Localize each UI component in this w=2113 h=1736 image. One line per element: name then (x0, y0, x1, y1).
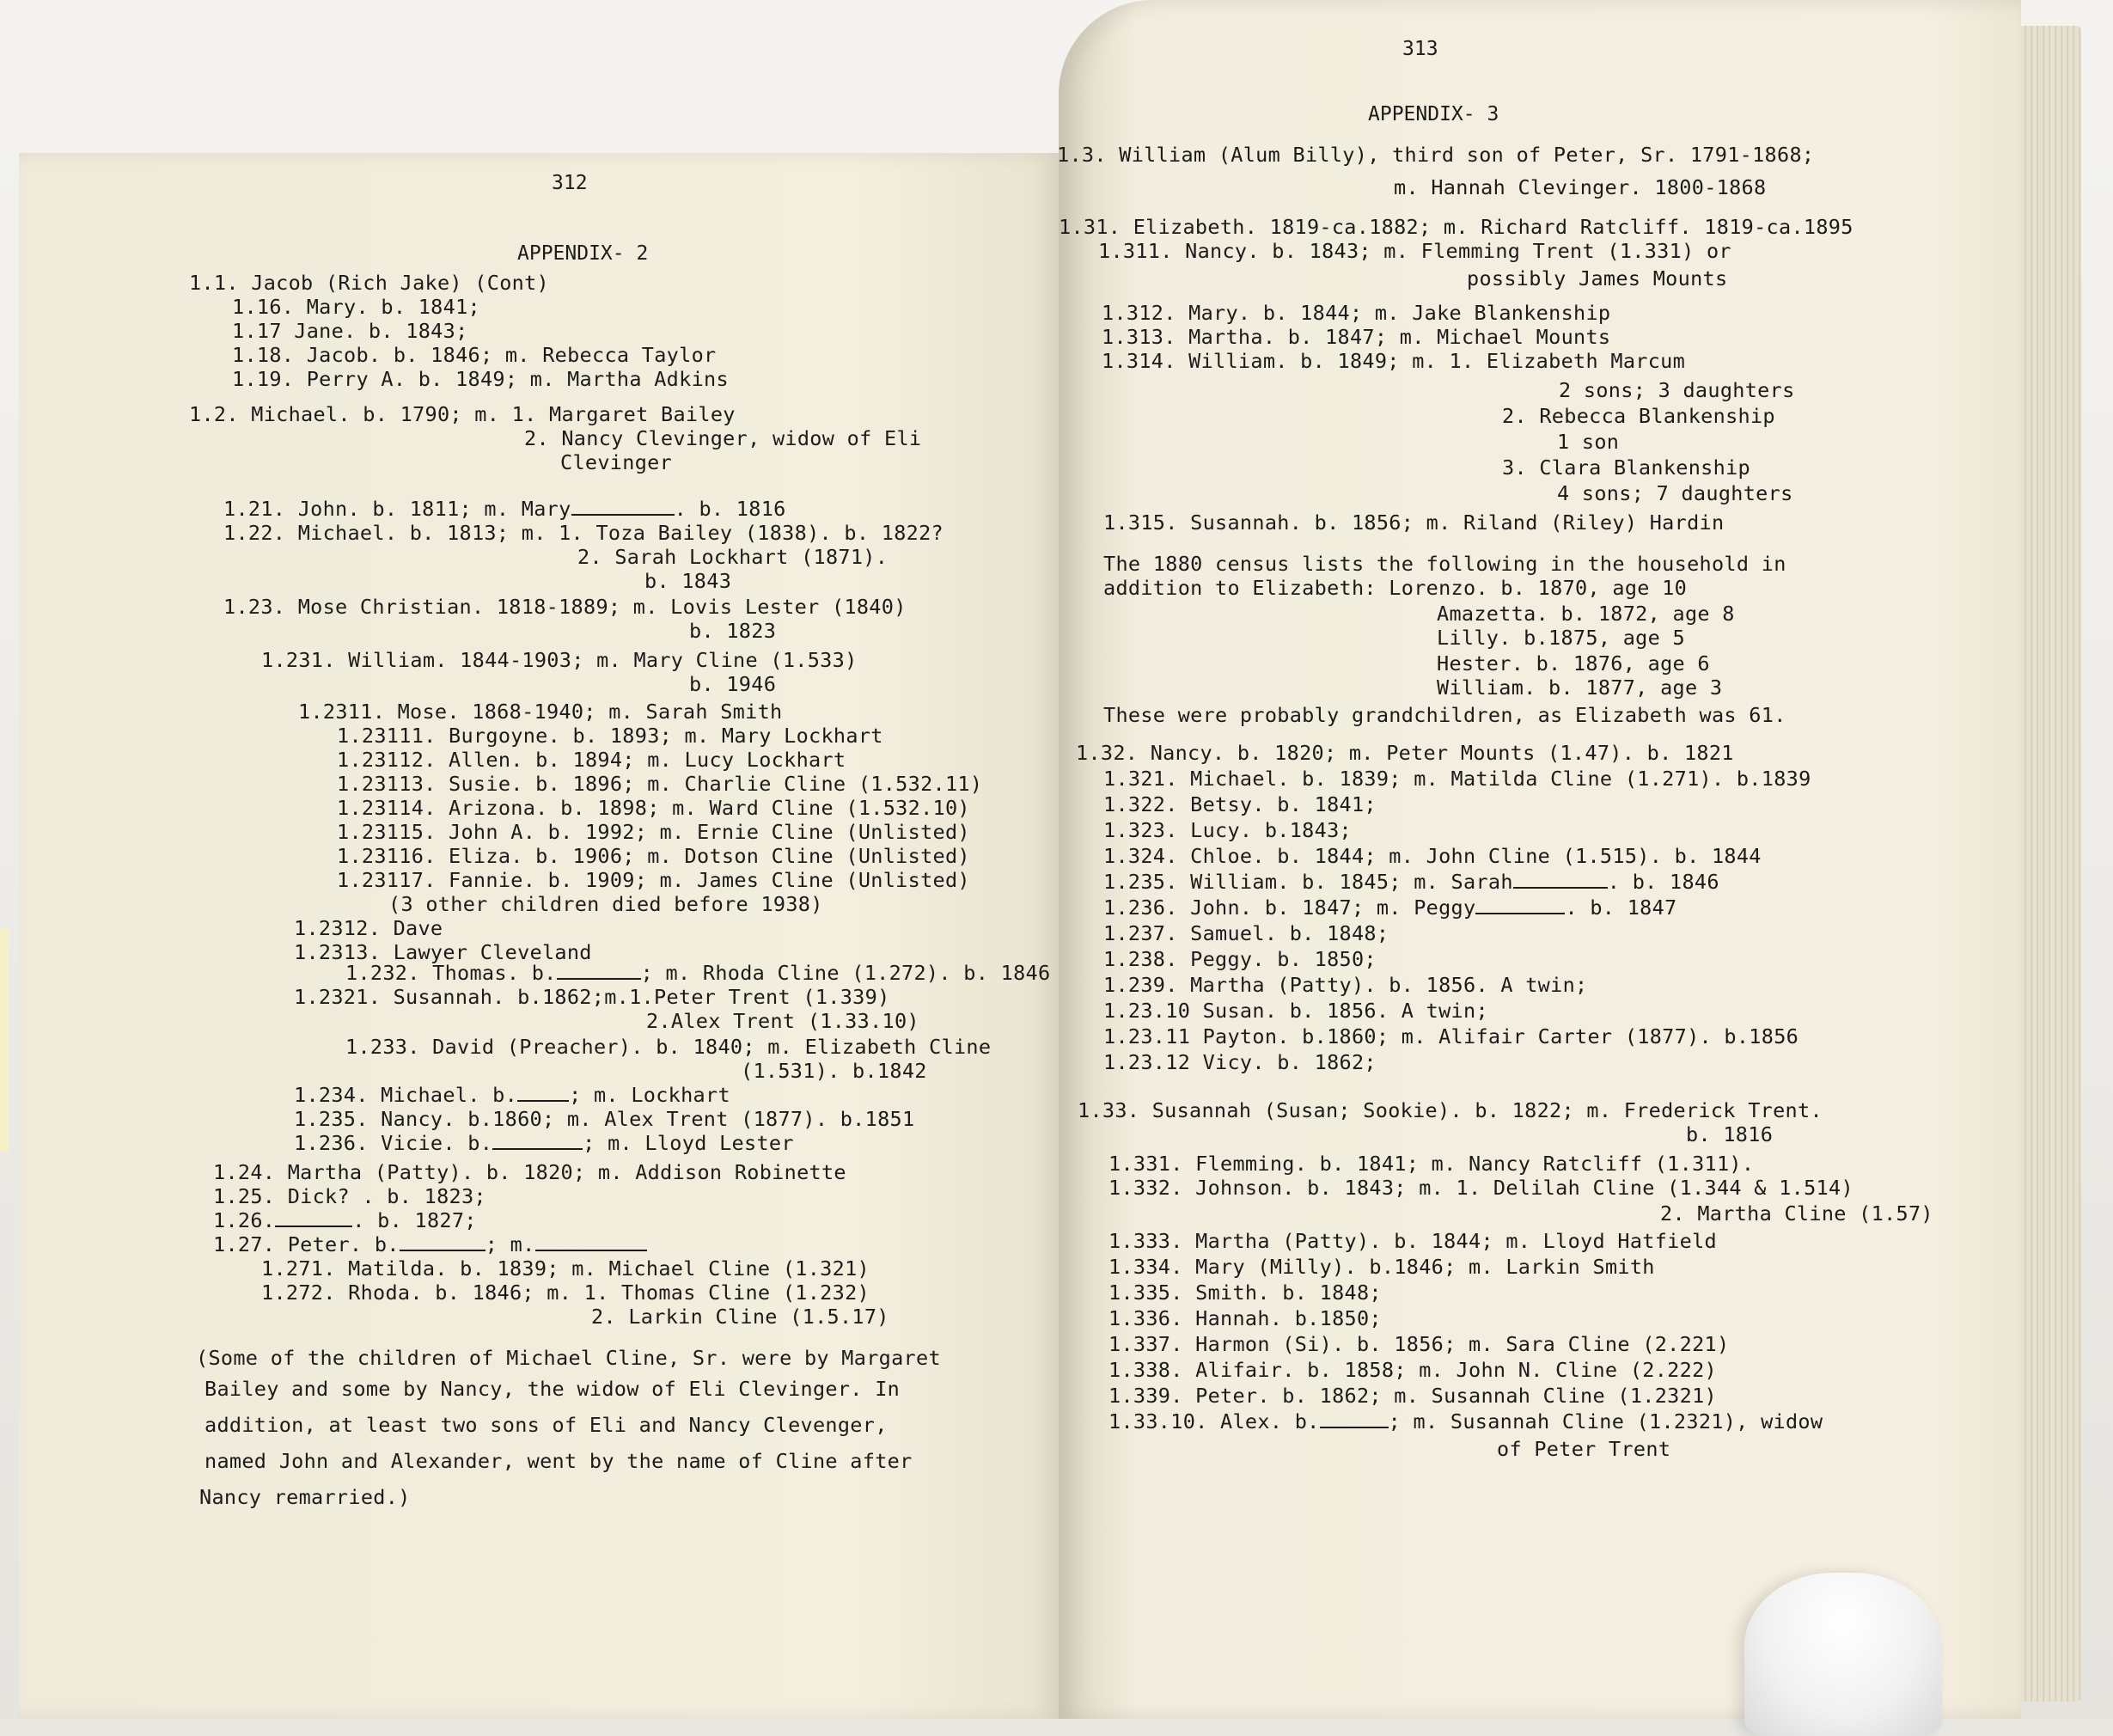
entry-line (213, 1232, 647, 1256)
right-page (1059, 0, 2021, 1719)
entry-line: 1.2. Michael. b. 1790; m. 1. Margaret Bailey (189, 402, 736, 426)
entry-line: 1.233. David (Preacher). b. 1840; m. Elizabeth Cline (345, 1035, 992, 1059)
adjacent-paper-edge (0, 928, 9, 1152)
entry-line: 1.271. Matilda. b. 1839; m. Michael Cline (1.321) (261, 1256, 870, 1281)
entry-line: 1.31. Elizabeth. 1819-ca.1882; m. Richard Ratcliff. 1819-ca.1895 (1059, 215, 1853, 239)
entry-line: 1.323. Lucy. b.1843; (1103, 818, 1352, 842)
note-line: Nancy remarried.) (199, 1485, 411, 1509)
entry-text: 1.33.10. Alex. b. (1108, 1409, 1320, 1433)
entry-line: 1.313. Martha. b. 1847; m. Michael Mounts (1102, 325, 1611, 349)
entry-text: ; m. Rhoda Cline (1.272). b. 1846 (640, 961, 1051, 985)
entry-line: 1.336. Hannah. b.1850; (1108, 1306, 1382, 1330)
entry-line: b. 1823 (689, 619, 777, 643)
entry-line: 3. Clara Blankenship (1502, 455, 1750, 480)
entry-text: . b. 1847 (1565, 896, 1677, 920)
note-line: (Some of the children of Michael Cline, Sr. were by Margaret (196, 1346, 941, 1370)
entry-line: 4 sons; 7 daughters (1557, 481, 1793, 505)
entry-line: 1.333. Martha (Patty). b. 1844; m. Lloyd Hatfield (1108, 1229, 1717, 1253)
entry-line: 1.23.11 Payton. b.1860; m. Alifair Carter (1877). b.1856 (1103, 1024, 1799, 1048)
entry-line: William. b. 1877, age 3 (1437, 675, 1723, 700)
entry-line: Amazetta. b. 1872, age 8 (1437, 602, 1735, 626)
entry-text: ; m. (485, 1232, 535, 1256)
entry-line: 1.2313. Lawyer Cleveland (294, 940, 592, 964)
entry-line: 1.272. Rhoda. b. 1846; m. 1. Thomas Cline (1.232) (261, 1281, 870, 1305)
entry-line: 1.2321. Susannah. b.1862;m.1.Peter Trent (1.339) (294, 985, 890, 1009)
entry-line: 1.23111. Burgoyne. b. 1893; m. Mary Lockhart (337, 724, 883, 748)
blank-line (557, 961, 641, 980)
entry-line: 1 son (1557, 430, 1620, 454)
entry-line: 2. Sarah Lockhart (1871). (577, 545, 889, 569)
entry-text: ; m. Susannah Cline (1.2321), widow (1388, 1409, 1823, 1433)
entry-line: 1.16. Mary. b. 1841; (232, 295, 480, 319)
entry-line: 1.22. Michael. b. 1813; m. 1. Toza Bailey (1838). b. 1822? (223, 521, 944, 545)
entry-line: 2. Rebecca Blankenship (1502, 404, 1775, 428)
entry-text: ; m. Lloyd Lester (583, 1131, 794, 1155)
entry-line: Clevinger (560, 450, 673, 474)
entry-line: 1.32. Nancy. b. 1820; m. Peter Mounts (1.47). b. 1821 (1076, 741, 1734, 765)
entry-line: 1.17 Jane. b. 1843; (232, 319, 468, 343)
blank-line (400, 1232, 486, 1251)
gloved-hand (1744, 1573, 1942, 1736)
entry-line: 2.Alex Trent (1.33.10) (646, 1009, 919, 1033)
note-line: named John and Alexander, went by the name of Cline after (205, 1449, 913, 1473)
entry-line: m. Hannah Clevinger. 1800-1868 (1394, 175, 1767, 199)
entry-line (1103, 870, 1719, 894)
entry-line: addition to Elizabeth: Lorenzo. b. 1870, age 10 (1103, 576, 1688, 600)
entry-text: 1.26. (213, 1208, 276, 1232)
entry-line: 1.23.10 Susan. b. 1856. A twin; (1103, 999, 1488, 1023)
entry-line: These were probably grandchildren, as Elizabeth was 61. (1103, 703, 1786, 727)
entry-line: 1.1. Jacob (Rich Jake) (Cont) (189, 271, 549, 295)
entry-line: The 1880 census lists the following in the household in (1103, 552, 1786, 576)
entry-text: 1.236. John. b. 1847; m. Peggy (1103, 896, 1476, 920)
entry-text: . b. 1827; (352, 1208, 477, 1232)
blank-line (1475, 896, 1565, 914)
entry-line: 1.339. Peter. b. 1862; m. Susannah Cline (1.2321) (1108, 1384, 1717, 1408)
book-page-edges (2021, 26, 2081, 1702)
note-line: Bailey and some by Nancy, the widow of Eli Clevinger. In (205, 1377, 901, 1401)
entry-line: 1.321. Michael. b. 1839; m. Matilda Cline (1.271). b.1839 (1103, 767, 1811, 791)
entry-line: 1.19. Perry A. b. 1849; m. Martha Adkins (232, 367, 729, 391)
entry-line: Hester. b. 1876, age 6 (1437, 651, 1710, 675)
entry-line (1103, 896, 1677, 920)
blank-line (535, 1232, 647, 1251)
entry-line: b. 1843 (644, 569, 732, 593)
entry-line (223, 497, 786, 521)
blank-line (1320, 1409, 1389, 1428)
entry-line: 1.18. Jacob. b. 1846; m. Rebecca Taylor (232, 343, 717, 367)
entry-line: 1.3. William (Alum Billy), third son of Peter, Sr. 1791-1868; (1057, 143, 1815, 167)
page-title: APPENDIX- 2 (517, 242, 649, 265)
entry-line: 2. Larkin Cline (1.5.17) (591, 1305, 889, 1329)
entry-line: 1.332. Johnson. b. 1843; m. 1. Delilah Cline (1.344 & 1.514) (1108, 1176, 1853, 1200)
entry-text: 1.21. John. b. 1811; m. Mary (223, 497, 571, 521)
entry-line: 1.23.12 Vicy. b. 1862; (1103, 1050, 1377, 1074)
entry-line: 1.335. Smith. b. 1848; (1108, 1281, 1382, 1305)
entry-line: 1.2311. Mose. 1868-1940; m. Sarah Smith (298, 700, 783, 724)
entry-line (213, 1208, 477, 1232)
entry-line: possibly James Mounts (1467, 266, 1728, 290)
entry-line: 1.24. Martha (Patty). b. 1820; m. Addison Robinette (213, 1160, 846, 1184)
entry-text: 1.232. Thomas. b. (345, 961, 557, 985)
entry-line: Lilly. b.1875, age 5 (1437, 626, 1685, 650)
page-number: 312 (552, 172, 588, 194)
entry-text: 1.234. Michael. b. (294, 1083, 518, 1107)
entry-line: 1.23116. Eliza. b. 1906; m. Dotson Cline (Unlisted) (337, 844, 970, 868)
entry-text: ; m. Lockhart (569, 1083, 730, 1107)
entry-line (345, 961, 1050, 985)
entry-line: 1.334. Mary (Milly). b.1846; m. Larkin Smith (1108, 1255, 1655, 1279)
entry-line: 2 sons; 3 daughters (1559, 378, 1795, 402)
note-line: addition, at least two sons of Eli and Nancy Clevenger, (205, 1413, 888, 1437)
entry-line: 1.23. Mose Christian. 1818-1889; m. Lovis Lester (1840) (223, 595, 907, 619)
entry-line: 1.235. Nancy. b.1860; m. Alex Trent (1877). b.1851 (294, 1107, 915, 1131)
entry-line: 1.311. Nancy. b. 1843; m. Flemming Trent (1.331) or (1098, 239, 1731, 263)
entry-line: 2. Nancy Clevinger, widow of Eli (524, 426, 922, 450)
blank-line (275, 1208, 352, 1227)
entry-line: 1.312. Mary. b. 1844; m. Jake Blankenship (1102, 301, 1611, 325)
entry-line: 1.231. William. 1844-1903; m. Mary Cline (1.533) (261, 648, 858, 672)
left-page (19, 153, 1059, 1719)
entry-line: 1.239. Martha (Patty). b. 1856. A twin; (1103, 973, 1588, 997)
entry-text: . b. 1846 (1607, 870, 1719, 894)
page-number: 313 (1402, 38, 1438, 60)
blank-line (571, 497, 675, 516)
entry-line: 1.23112. Allen. b. 1894; m. Lucy Lockhart (337, 748, 846, 772)
entry-line: of Peter Trent (1497, 1437, 1671, 1461)
entry-text: 1.235. William. b. 1845; m. Sarah (1103, 870, 1513, 894)
entry-line (294, 1083, 730, 1107)
entry-line: 1.23115. John A. b. 1992; m. Ernie Cline (Unlisted) (337, 820, 970, 844)
entry-line (1108, 1409, 1823, 1433)
entry-line: 1.33. Susannah (Susan; Sookie). b. 1822; m. Frederick Trent. (1078, 1098, 1823, 1122)
entry-line: 1.2312. Dave (294, 916, 443, 940)
entry-line: (3 other children died before 1938) (388, 892, 823, 916)
entry-line: (1.531). b.1842 (741, 1059, 927, 1083)
entry-line: b. 1816 (1686, 1122, 1774, 1146)
blank-line (1513, 870, 1608, 889)
entry-line: 2. Martha Cline (1.57) (1660, 1201, 1933, 1226)
entry-line: 1.315. Susannah. b. 1856; m. Riland (Riley) Hardin (1103, 510, 1725, 535)
entry-text: . b. 1816 (674, 497, 786, 521)
entry-line: 1.331. Flemming. b. 1841; m. Nancy Ratcliff (1.311). (1108, 1152, 1755, 1176)
entry-text: 1.236. Vicie. b. (294, 1131, 493, 1155)
entry-line: 1.337. Harmon (Si). b. 1856; m. Sara Cline (2.221) (1108, 1332, 1730, 1356)
entry-line: 1.314. William. b. 1849; m. 1. Elizabeth Marcum (1102, 349, 1686, 373)
entry-line (294, 1131, 794, 1155)
page-title: APPENDIX- 3 (1368, 103, 1499, 125)
entry-line: 1.25. Dick? . b. 1823; (213, 1184, 486, 1208)
blank-line (492, 1131, 583, 1150)
blank-line (517, 1083, 569, 1102)
entry-line: 1.324. Chloe. b. 1844; m. John Cline (1.515). b. 1844 (1103, 844, 1762, 868)
entry-line: 1.23117. Fannie. b. 1909; m. James Cline (Unlisted) (337, 868, 970, 892)
entry-line: 1.237. Samuel. b. 1848; (1103, 921, 1389, 945)
entry-line: 1.322. Betsy. b. 1841; (1103, 792, 1377, 816)
entry-line: 1.238. Peggy. b. 1850; (1103, 947, 1377, 971)
entry-line: 1.23114. Arizona. b. 1898; m. Ward Cline (1.532.10) (337, 796, 970, 820)
entry-line: b. 1946 (689, 672, 777, 696)
entry-text: 1.27. Peter. b. (213, 1232, 400, 1256)
entry-line: 1.23113. Susie. b. 1896; m. Charlie Cline (1.532.11) (337, 772, 983, 796)
entry-line: 1.338. Alifair. b. 1858; m. John N. Cline (2.222) (1108, 1358, 1717, 1382)
